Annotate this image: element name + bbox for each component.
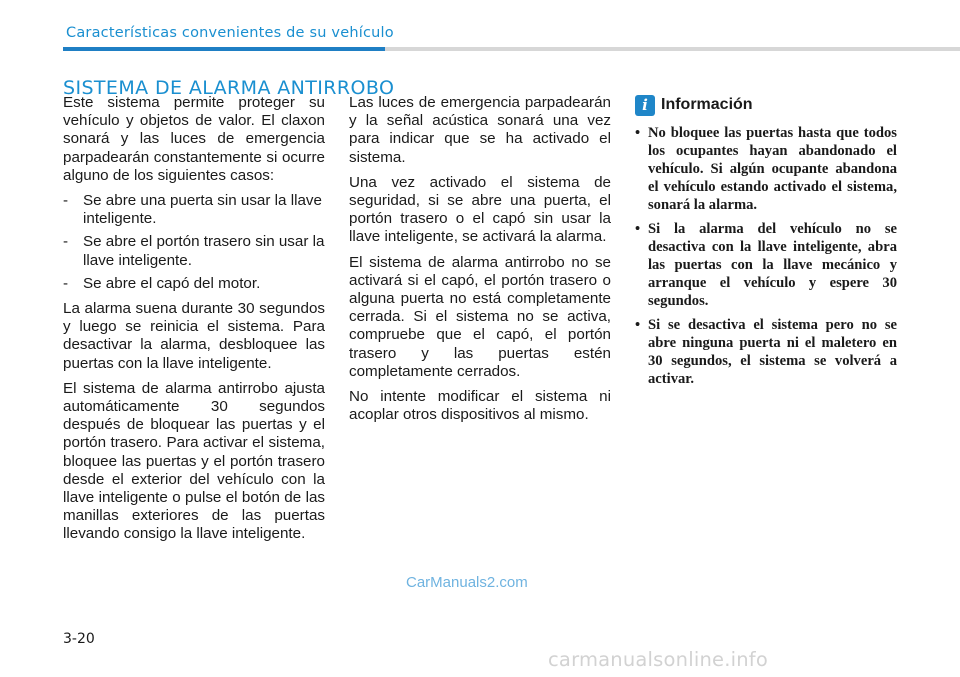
bullet-marker: •	[635, 317, 641, 333]
intro-paragraph: Este sistema permite proteger su vehículo y objetos de valor. El claxon sonará y las luces de emergencia parpadearán constantemente si ocurre alguno de los siguientes casos:	[63, 94, 325, 184]
list-item: • Si se desactiva el sistema pero no se abre ninguna puerta ni el maletero en 30 segundos, el sistema se volverá a activar.	[635, 317, 897, 387]
list-item: • No bloquee las puertas hasta que todos los ocupantes hayan abandonado el vehículo. Si algún ocupante abandona el vehículo estando activado el sistema, sonará la alarma.	[635, 125, 897, 213]
not-armed-paragraph: El sistema de alarma antirrobo no se activará si el capó, el portón trasero o alguna puerta no está completamente cerrada. Si el sistema no se activa, compruebe que el capó, el portón trasero y las puertas estén completamente cerrados.	[349, 253, 611, 380]
text-column-middle	[349, 94, 611, 431]
text-column-left	[63, 94, 325, 551]
alarm-duration-paragraph: La alarma suena durante 30 segundos y luego se reinicia el sistema. Para desactivar la alarma, desbloquee las puertas con la llave inteligente.	[63, 300, 325, 372]
section-title: SISTEMA DE ALARMA ANTIRROBO	[63, 76, 395, 99]
footer-watermark: carmanualsonline.info	[548, 648, 768, 671]
header-divider-accent	[63, 47, 385, 51]
trigger-paragraph: Una vez activado el sistema de seguridad, si se abre una puerta, el portón trasero o el capó sin usar la llave inteligente, se activará la alarma.	[349, 173, 611, 246]
auto-arm-paragraph: El sistema de alarma antirrobo ajusta automáticamente 30 segundos después de bloquear las puertas y el portón trasero. Para activar el sistema, bloquee las puertas y el portón trasero desde el exterior del vehículo con la llave inteligente o pulse el botón de las manillas exteriores de las puertas llevando consigo la llave inteligente.	[63, 379, 325, 543]
header-divider	[63, 47, 960, 51]
list-item: - Se abre el portón trasero sin usar la llave inteligente.	[63, 233, 325, 269]
chapter-title: Características convenientes de su vehículo	[66, 25, 394, 41]
information-box	[635, 94, 897, 394]
info-icon: i	[635, 95, 655, 116]
dash-marker: -	[63, 192, 69, 210]
list-item: • Si la alarma del vehículo no se desactiva con la llave inteligente, abra las puertas con la llave mecánico y arranque el vehículo y espere 30 segundos.	[635, 221, 897, 309]
dash-marker: -	[63, 274, 69, 292]
carmanuals-watermark: CarManuals2.com	[406, 574, 528, 591]
dash-marker: -	[63, 233, 69, 251]
information-title: Información	[661, 96, 753, 113]
information-header	[635, 94, 897, 116]
list-item: - Se abre el capó del motor.	[63, 274, 261, 292]
alarm-cases-list	[63, 192, 325, 293]
activation-signal-paragraph: Las luces de emergencia parpadearán y la señal acústica sonará una vez para indicar que se ha activado el sistema.	[349, 94, 611, 166]
modification-warning-paragraph: No intente modificar el sistema ni acoplar otros dispositivos al mismo.	[349, 388, 611, 424]
page-number: 3-20	[63, 631, 95, 647]
bullet-marker: •	[635, 221, 641, 237]
bullet-marker: •	[635, 125, 641, 141]
information-list	[635, 124, 897, 388]
list-item: - Se abre una puerta sin usar la llave inteligente.	[63, 192, 322, 228]
